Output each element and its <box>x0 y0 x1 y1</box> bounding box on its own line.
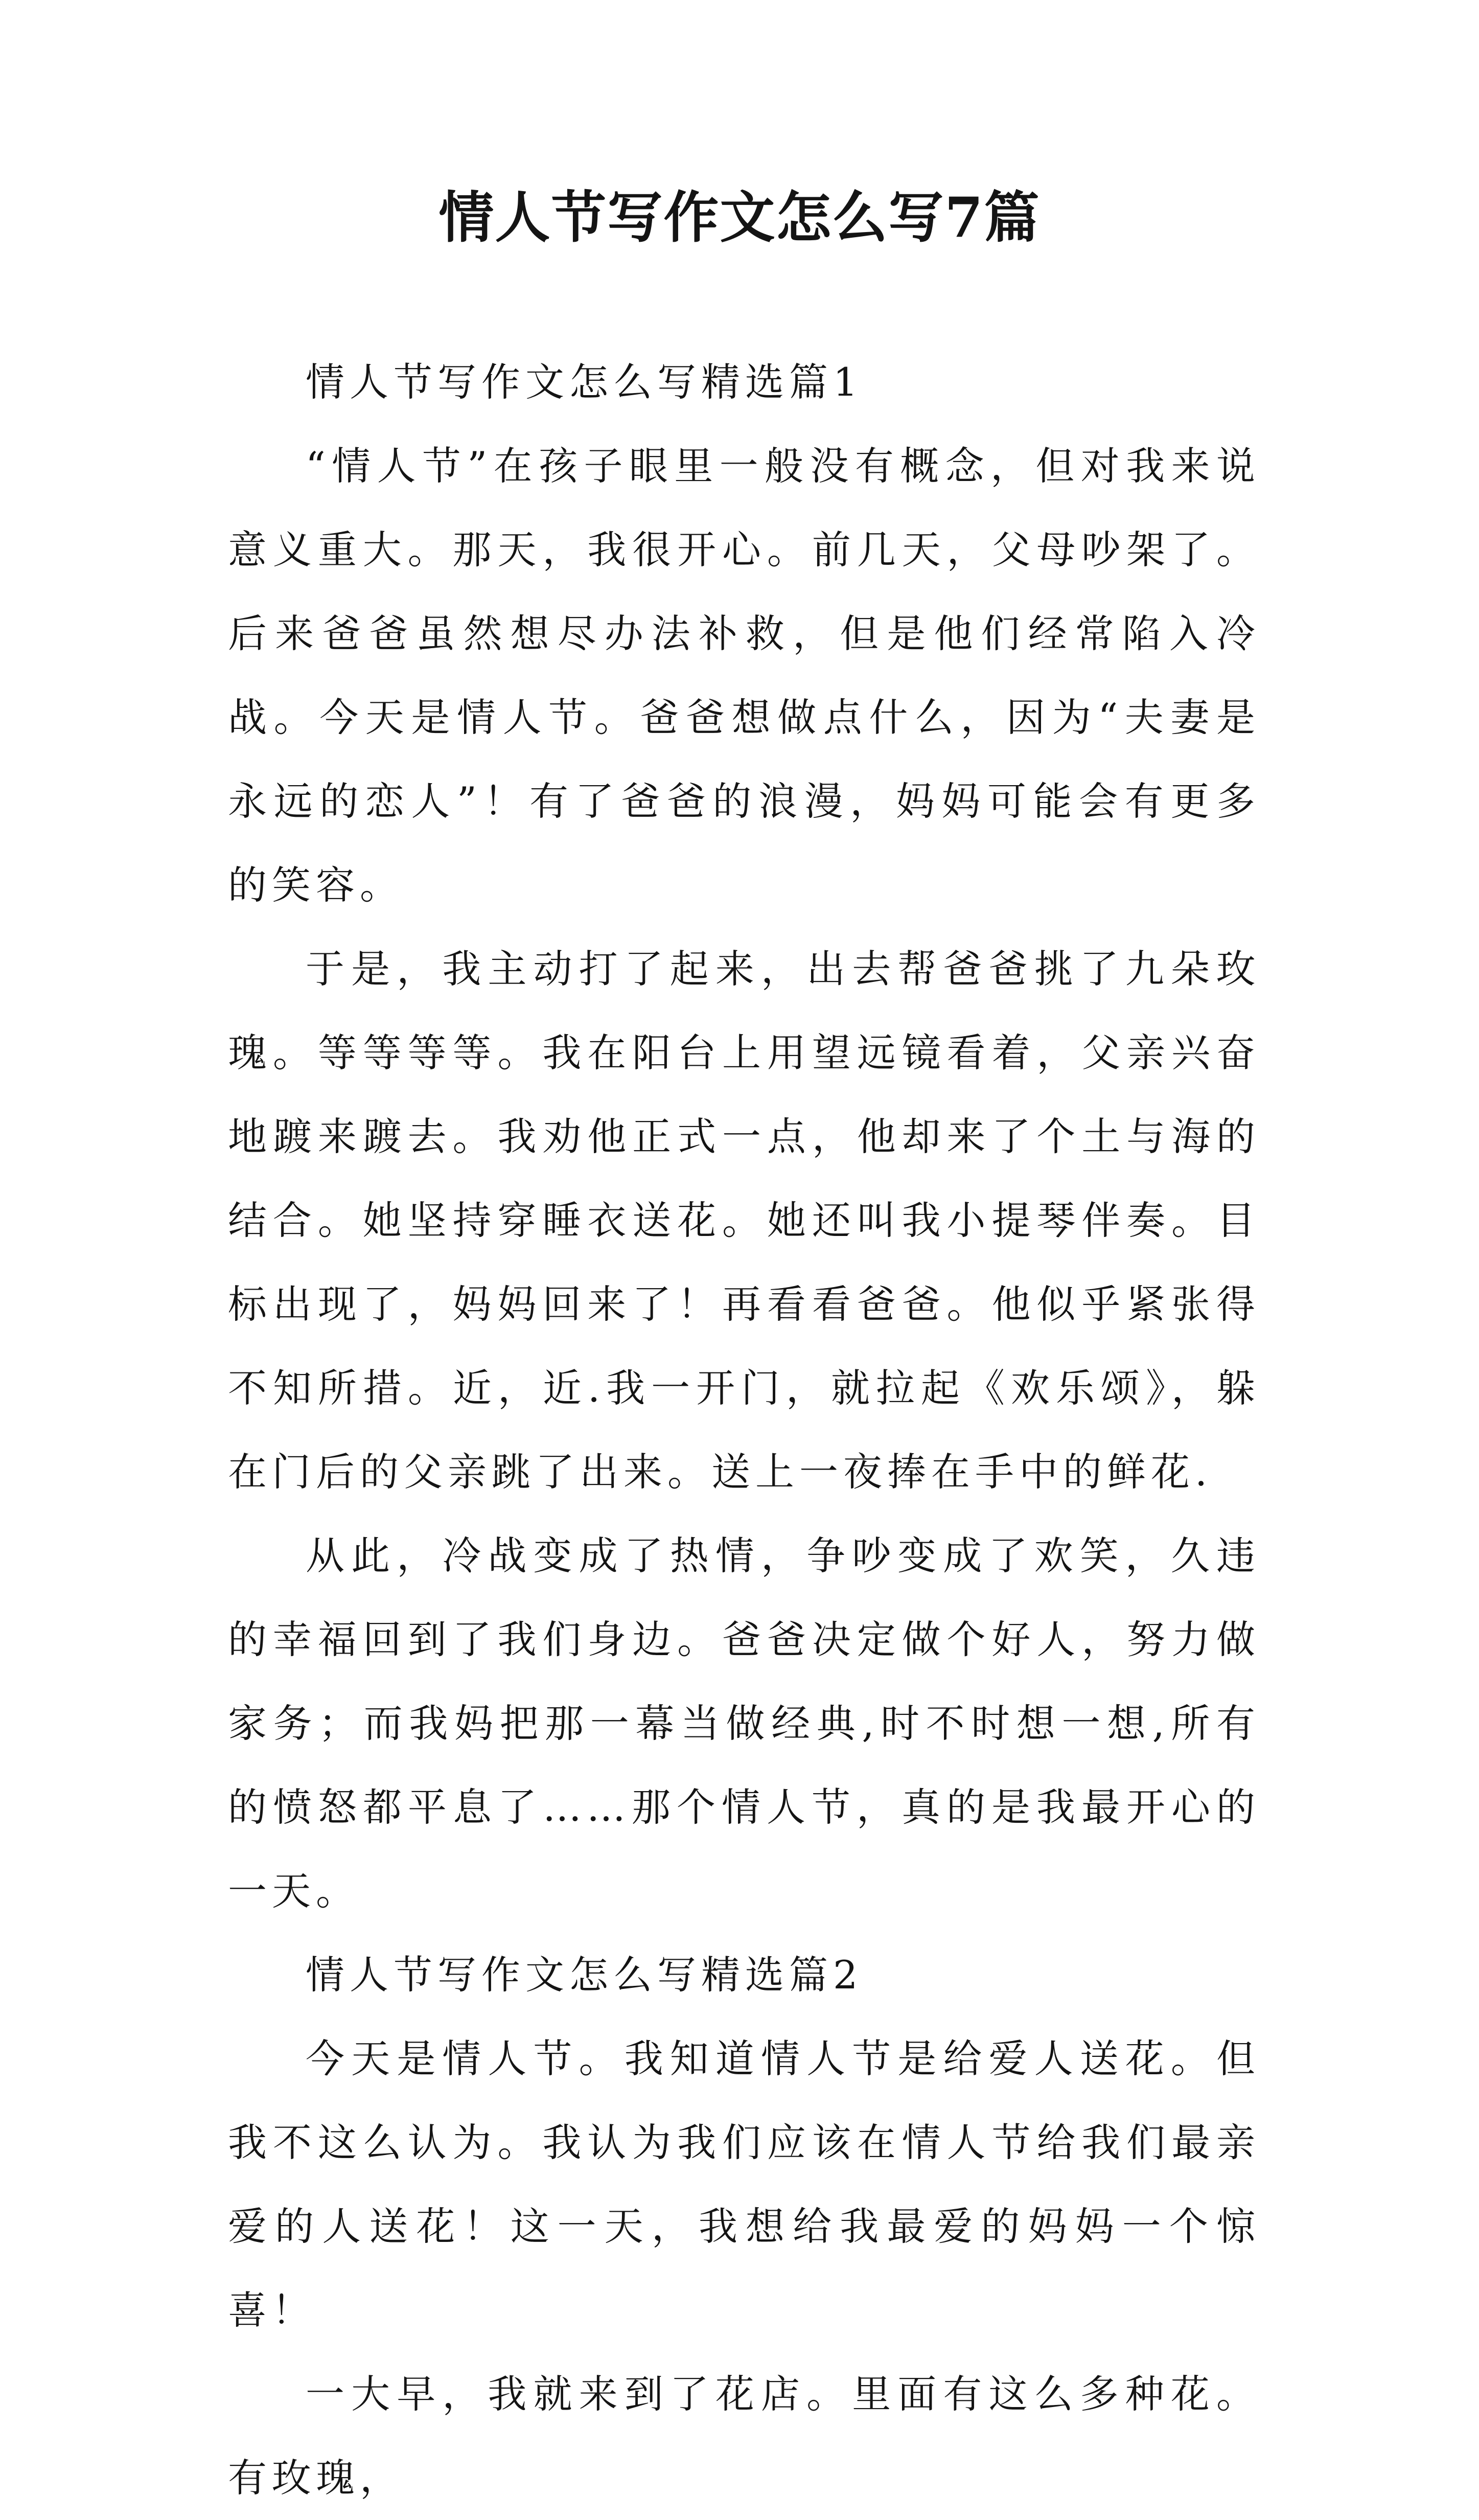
paragraph: 于是，我主动打了起来，出去帮爸爸挑了九朵玫瑰。等等等等。我在阳台上用望远镜看着，父亲兴奋地踱来踱去。我劝他正式一点，他却来了个土与海的结合。她坚持穿睡衣送花。她还叫我小提琴伴奏。目标出现了，妈妈回来了！再看看爸爸。他似乎紧张得不知所措。近，近.我一开门，就拉起《欢乐颂》，躲在门后的父亲跳了出来。送上一夜捧在手中的鲜花. <box>228 946 1260 1495</box>
section-heading-2: 情人节写作文怎么写精选篇2 <box>306 1952 863 1998</box>
paragraph: 一大早，我就来到了花店。里面有这么多种花。有玫瑰， <box>228 2371 1260 2501</box>
document-body <box>228 340 1260 2520</box>
section-heading-1: 情人节写作文怎么写精选篇1 <box>306 359 863 405</box>
paragraph: 今天是情人节。我知道情人节是给爱人送花。但我不这么认为。我认为我们应该在情人节给我们最亲爱的人送花！这一天，我想给我最爱的妈妈一个惊喜！ <box>228 2036 1260 2333</box>
paragraph: “情人节”在孩子眼里一般没有概念，但对我来说意义重大。那天，我很开心。前几天，父母吵架了。后来爸爸虽然想尽办法补救，但是他们经常陷入冷战。今天是情人节。爸爸想做点什么，因为“夫妻是永远的恋人”！有了爸爸的浪漫，妈妈可能会有更多的笑容。 <box>228 443 1260 908</box>
document-title: 情人节写作文怎么写7篇 <box>438 186 1041 250</box>
paragraph: 从此，冷战变成了热情，争吵变成了欢笑，久违的幸福回到了我们身边。爸爸决定做个好人，努力做家务；而我妈把那一幕当做经典,时不时想一想,所有的愤怒都平息了……那个情人节，真的是我最开心的一天。 <box>228 1533 1260 1914</box>
